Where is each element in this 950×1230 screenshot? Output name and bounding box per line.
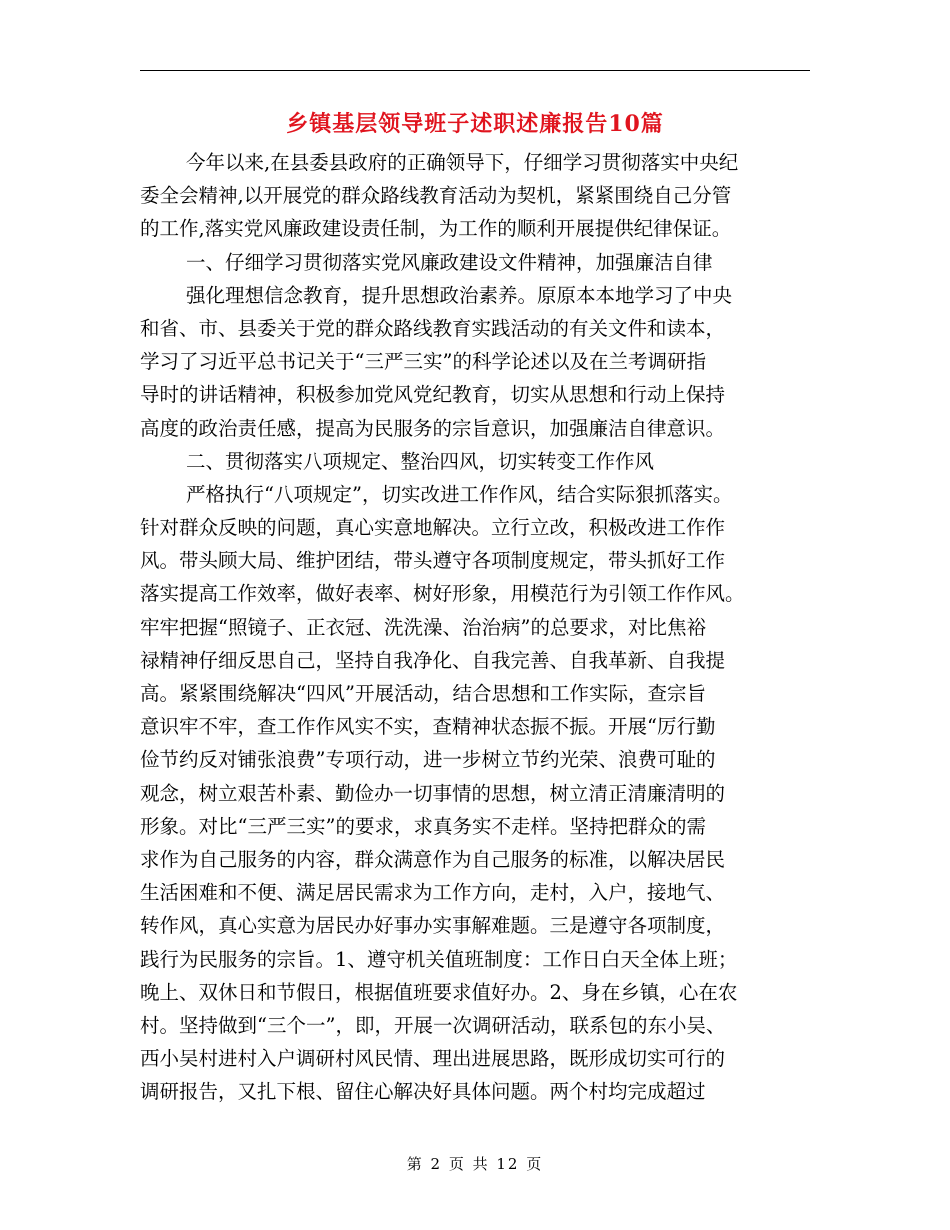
body-text-line: 村。坚持做到“三个一”，即，开展一次调研活动，联系包的东小吴、 bbox=[140, 1013, 726, 1037]
page-number: 第 2 页 共 12 页 bbox=[406, 1155, 544, 1173]
body-text-line: 求作为自己服务的内容，群众满意作为自己服务的标准，以解决居民 bbox=[140, 847, 726, 871]
body-text-line: 观念，树立艰苦朴素、勤俭办一切事情的思想，树立清正清廉清明的 bbox=[140, 781, 726, 805]
body-text-line: 强化理想信念教育，提升思想政治素养。原原本本地学习了中央 bbox=[186, 283, 733, 307]
body-text-line: 落实提高工作效率，做好表率、树好形象，用模范行为引领工作作风。 bbox=[140, 582, 745, 606]
document-title: 乡镇基层领导班子述职述廉报告10篇 bbox=[286, 111, 664, 137]
body-text-line: 高度的政治责任感，提高为民服务的宗旨意识，加强廉洁自律意识。 bbox=[140, 416, 726, 440]
body-text-line: 一、仔细学习贯彻落实党风廉政建设文件精神，加强廉洁自律 bbox=[186, 250, 713, 274]
body-text-line: 针对群众反映的问题，真心实意地解决。立行立改，积极改进工作作 bbox=[140, 516, 726, 540]
body-text-line: 转作风，真心实意为居民办好事办实事解难题。三是遵守各项制度， bbox=[140, 914, 726, 938]
body-text-line: 高。紧紧围绕解决“四风”开展活动，结合思想和工作实际，查宗旨 bbox=[140, 682, 706, 705]
body-text-line: 禄精神仔细反思自己，坚持自我净化、自我完善、自我革新、自我提 bbox=[140, 648, 726, 672]
body-text-line: 俭节约反对铺张浪费”专项行动，进一步树立节约光荣、浪费可耻的 bbox=[140, 748, 716, 772]
body-text-line: 学习了习近平总书记关于“三严三实”的科学论述以及在兰考调研指 bbox=[140, 350, 706, 374]
body-text-line: 生活困难和不便、满足居民需求为工作方向，走村，入户，接地气、 bbox=[140, 881, 726, 905]
document-body bbox=[140, 146, 810, 1108]
body-text-line: 的工作,落实党风廉政建设责任制，为工作的顺利开展提供纪律保证。 bbox=[140, 217, 732, 241]
body-text-line: 牢牢把握“照镜子、正衣冠、洗洗澡、治治病”的总要求，对比焦裕 bbox=[140, 615, 706, 639]
body-text-line: 调研报告，又扎下根、留住心解决好具体问题。两个村均完成超过 bbox=[140, 1080, 706, 1104]
body-text-line: 践行为民服务的宗旨。1、遵守机关值班制度：工作日白天全体上班； bbox=[140, 947, 738, 971]
body-text-line: 二、贯彻落实八项规定、整治四风，切实转变工作作风 bbox=[186, 449, 655, 473]
body-text-line: 晚上、双休日和节假日，根据值班要求值好办。2、身在乡镇，心在农 bbox=[140, 980, 738, 1004]
body-text-line: 风。带头顾大局、维护团结，带头遵守各项制度规定，带头抓好工作 bbox=[140, 549, 726, 573]
body-text-line: 严格执行“八项规定”，切实改进工作作风，结合实际狠抓落实。 bbox=[186, 482, 733, 506]
body-text-line: 西小吴村进村入户调研村风民情、理出进展思路，既形成切实可行的 bbox=[140, 1047, 726, 1071]
body-text-line: 意识牢不牢，查工作作风实不实，查精神状态振不振。开展“厉行勤 bbox=[140, 715, 716, 739]
header-rule bbox=[140, 70, 810, 71]
body-text-line: 导时的讲话精神，积极参加党风党纪教育，切实从思想和行动上保持 bbox=[140, 383, 726, 407]
body-text-line: 形象。对比“三严三实”的要求，求真务实不走样。坚持把群众的需 bbox=[140, 814, 706, 838]
body-text-line: 今年以来,在县委县政府的正确领导下，仔细学习贯彻落实中央纪 bbox=[186, 151, 739, 174]
body-text-line: 和省、市、县委关于党的群众路线教育实践活动的有关文件和读本， bbox=[140, 316, 726, 340]
body-text-line: 委全会精神,以开展党的群众路线教育活动为契机，紧紧围绕自己分管 bbox=[140, 184, 732, 208]
